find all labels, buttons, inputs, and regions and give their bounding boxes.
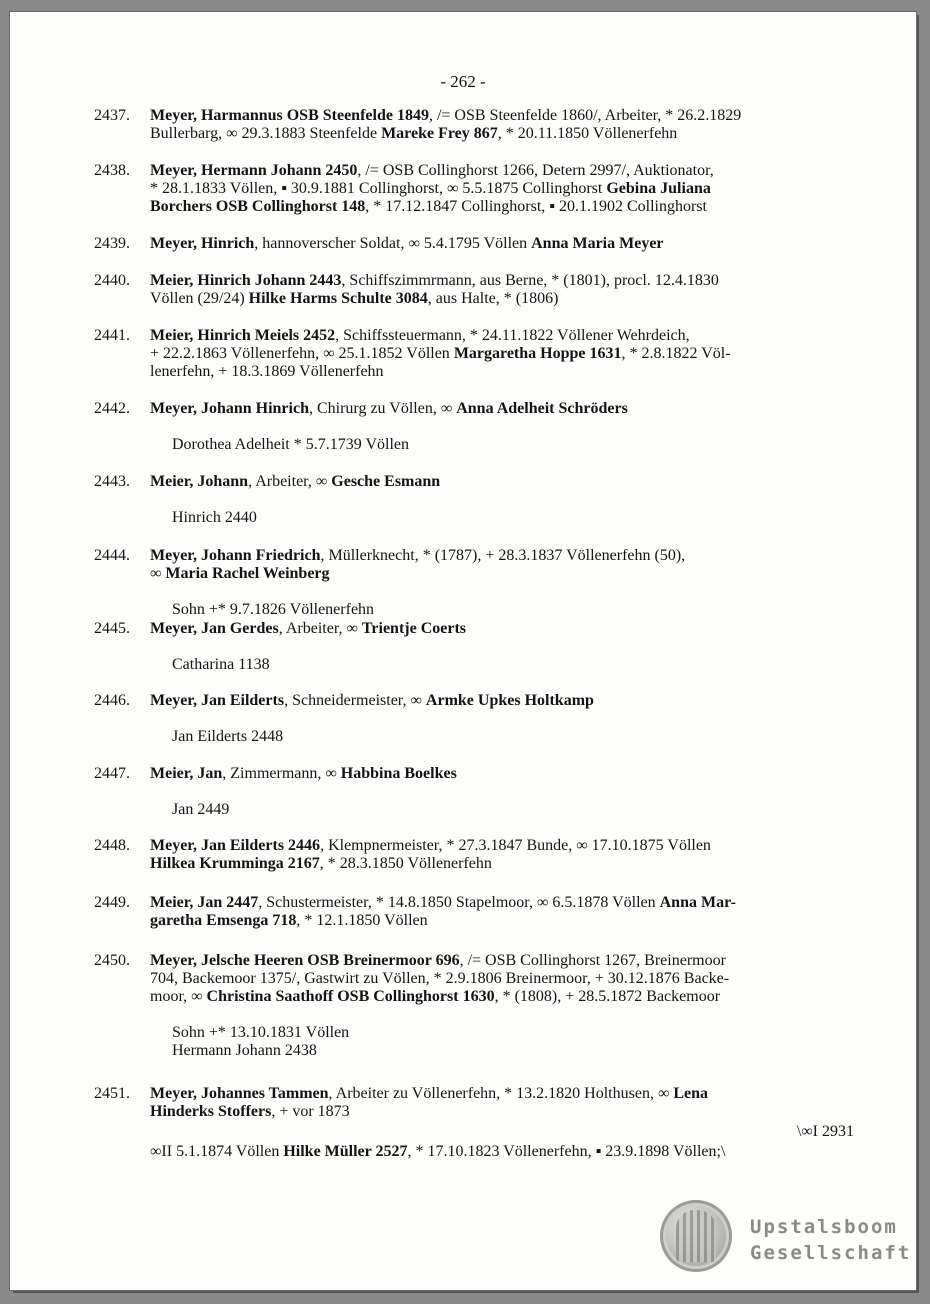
entry-text-line	[150, 1085, 870, 1103]
entry-text-line	[150, 565, 870, 583]
entry-text-line	[150, 912, 870, 930]
entry-text-line	[150, 162, 870, 180]
entry-text-line	[150, 400, 870, 418]
entry-text-segment: , Arbeiter zu Völlenerfehn, * 13.2.1820 Holthusen, ∞	[328, 1085, 674, 1102]
entry-name-bold: Meyer, Jan Eilderts 2446	[150, 837, 321, 854]
entry-text-segment: ∞	[150, 565, 166, 582]
entry-text-line	[150, 988, 870, 1006]
entry-name-bold: Armke Upkes Holtkamp	[425, 692, 594, 709]
entry-name-bold: Christina Saathoff OSB Collinghorst 1630	[206, 988, 495, 1005]
entry-number: 2451.	[94, 1085, 130, 1102]
entry-name-bold: Meyer, Jan Eilderts	[150, 692, 285, 709]
entry-name-bold: Meier, Jan 2447	[150, 894, 259, 911]
entry-name-bold: Meier, Hinrich Meiels 2452	[150, 327, 336, 344]
entry-text-segment: Völlen (29/24)	[150, 290, 249, 307]
entry-text-segment: , Chirurg zu Völlen, ∞	[308, 400, 457, 417]
entry-name-bold: Meyer, Johannes Tammen	[150, 1085, 329, 1102]
entry-text-line	[150, 125, 870, 143]
child-entry: Catharina 1138	[172, 656, 270, 673]
entry-name-bold: Meier, Johann	[150, 473, 249, 490]
entry-number: 2445.	[94, 620, 130, 637]
entry-text-segment: , Arbeiter, ∞	[248, 473, 332, 490]
entry-text-segment: , * 2.8.1822 Völ-	[621, 345, 731, 362]
entry-number: 2440.	[94, 272, 130, 289]
entry-name-bold: Maria Rachel Weinberg	[165, 565, 330, 582]
entry-text-line	[150, 473, 870, 491]
entry-text-line	[150, 327, 870, 345]
entry-name-bold: Hilkea Krumminga 2167	[150, 855, 320, 872]
entry-text-line	[150, 692, 870, 710]
entry-name-bold: Meyer, Jelsche Heeren OSB Breinermoor 696	[150, 952, 460, 969]
entry-text-line	[150, 272, 870, 290]
entry-name-bold: Margaretha Hoppe 1631	[453, 345, 622, 362]
entry-number: 2446.	[94, 692, 130, 709]
entry-text-segment: , hannoverscher Soldat, ∞ 5.4.1795 Völlen	[254, 235, 532, 252]
entry-name-bold: Trientje Coerts	[361, 620, 467, 637]
entry-number: 2449.	[94, 894, 130, 911]
entry-number: 2438.	[94, 162, 130, 179]
entry-text-line	[150, 547, 870, 565]
entry-name-bold: Mareke Frey 867	[381, 125, 498, 142]
entry-name-bold: Hinderks Stoffers	[150, 1103, 272, 1120]
entry-text-segment: , * (1808), + 28.5.1872 Backemoor	[494, 988, 721, 1005]
entry-name-bold: Meyer, Johann Friedrich	[150, 547, 321, 564]
entry-text-segment: 704, Backemoor 1375/, Gastwirt zu Völlen, * 2.9.1806 Breinermoor, + 30.12.1876 Backe-	[150, 970, 730, 987]
child-entry: Jan 2449	[172, 801, 230, 818]
entry-text-segment: , Arbeiter, ∞	[278, 620, 362, 637]
entry-text-segment: moor, ∞	[150, 988, 207, 1005]
entry-text-line	[150, 290, 870, 308]
entry-text-segment: , /= OSB Collinghorst 1266, Detern 2997/, Auktionator,	[357, 162, 714, 179]
entry-text-line	[150, 107, 870, 125]
entry-number: 2439.	[94, 235, 130, 252]
entry-text-line	[150, 855, 870, 873]
entry-text-segment: , * 28.3.1850 Völlenerfehn	[319, 855, 492, 872]
entry-name-bold: Meyer, Jan Gerdes	[150, 620, 279, 637]
entry-text-line	[150, 765, 870, 783]
entry-text-segment: , /= OSB Collinghorst 1267, Breinermoor	[459, 952, 726, 969]
entry-number: 2447.	[94, 765, 130, 782]
entry-text-line	[150, 180, 870, 198]
entry-text-segment: , Zimmermann, ∞	[222, 765, 341, 782]
entry-text-line	[150, 952, 870, 970]
entry-text-segment: lenerfehn, + 18.3.1869 Völlenerfehn	[150, 363, 384, 380]
entry-name-bold: Meyer, Johann Hinrich	[150, 400, 309, 417]
entry-number: 2441.	[94, 327, 130, 344]
entry-text-segment: + 22.2.1863 Völlenerfehn, ∞ 25.1.1852 Völlen	[150, 345, 454, 362]
entry-number: 2443.	[94, 473, 130, 490]
entry-name-bold: Gebina Juliana	[606, 180, 711, 197]
entry-number: 2442.	[94, 400, 130, 417]
entry-text-segment: , aus Halte, * (1806)	[427, 290, 559, 307]
entry-text-segment: , Schustermeister, * 14.8.1850 Stapelmoor, ∞ 6.5.1878 Völlen	[258, 894, 660, 911]
entry-number: 2448.	[94, 837, 130, 854]
child-entry: Hermann Johann 2438	[172, 1042, 317, 1059]
logo-text-line2: Gesellschaft	[750, 1242, 912, 1264]
entry-text-segment: , * 17.10.1823 Völlenerfehn, ▪ 23.9.1898 Völlen;\	[407, 1143, 726, 1160]
entry-text-line	[150, 894, 870, 912]
entry-text-line	[150, 235, 870, 253]
entry-name-bold: Meier, Jan	[150, 765, 223, 782]
entry-name-bold: Anna Mar-	[659, 894, 736, 911]
entry-text-segment: , /= OSB Steenfelde 1860/, Arbeiter, * 26.2.1829	[428, 107, 742, 124]
entry-text-segment: , Schneidermeister, ∞	[284, 692, 426, 709]
child-entry: Hinrich 2440	[172, 509, 257, 526]
entry-text-line	[150, 837, 870, 855]
document-page	[10, 12, 916, 1290]
entry-text-line	[150, 345, 870, 363]
entry-name-bold: Meyer, Hermann Johann 2450	[150, 162, 358, 179]
entry-name-bold: Hilke Müller 2527	[283, 1143, 408, 1160]
entry-name-bold: Lena	[673, 1085, 709, 1102]
entry-text-segment: , + vor 1873	[271, 1103, 350, 1120]
entry-name-bold: Meyer, Hinrich	[150, 235, 255, 252]
entry-name-bold: Borchers OSB Collinghorst 148	[150, 198, 366, 215]
entry-text-segment: , * 17.12.1847 Collinghorst, ▪ 20.1.1902 Collinghorst	[365, 198, 707, 215]
entry-name-bold: Anna Maria Meyer	[531, 235, 664, 252]
entry-text-segment: , Schiffszimmrmann, aus Berne, * (1801), procl. 12.4.1830	[341, 272, 719, 289]
entry-name-bold: garetha Emsenga 718	[150, 912, 297, 929]
entry-text-segment: Bullerbarg, ∞ 29.3.1883 Steenfelde	[150, 125, 382, 142]
entry-name-bold: Habbina Boelkes	[340, 765, 457, 782]
entry-text-segment: , Klempnermeister, * 27.3.1847 Bunde, ∞ 17.10.1875 Völlen	[320, 837, 711, 854]
entry-name-bold: Anna Adelheit Schröders	[456, 400, 628, 417]
entry-text-line	[150, 970, 870, 988]
entry-text-segment: , Müllerknecht, * (1787), + 28.3.1837 Völlenerfehn (50),	[320, 547, 686, 564]
logo-text-line1: Upstalsboom	[750, 1216, 898, 1238]
entry-text-line	[150, 363, 870, 381]
entry-text-segment: , * 20.11.1850 Völlenerfehn	[497, 125, 678, 142]
child-entry: Sohn +* 13.10.1831 Völlen	[172, 1024, 350, 1041]
entry-name-bold: Hilke Harms Schulte 3084	[248, 290, 428, 307]
entry-number: 2437.	[94, 107, 130, 124]
entry-name-bold: Gesche Esmann	[331, 473, 441, 490]
entry-text-line	[150, 620, 870, 638]
child-entry: Jan Eilderts 2448	[172, 728, 284, 745]
entry-text-line	[150, 1103, 870, 1121]
child-entry: Dorothea Adelheit * 5.7.1739 Völlen	[172, 436, 409, 453]
entry-number: 2450.	[94, 952, 130, 969]
child-entry: Sohn +* 9.7.1826 Völlenerfehn	[172, 601, 375, 618]
entry-text-segment: * 28.1.1833 Völlen, ▪ 30.9.1881 Collinghorst, ∞ 5.5.1875 Collinghorst	[150, 180, 607, 197]
page-number: - 262 -	[440, 72, 486, 91]
entry-text-segment: , Schiffssteuermann, * 24.11.1822 Völlener Wehrdeich,	[335, 327, 690, 344]
entry-name-bold: Meier, Hinrich Johann 2443	[150, 272, 342, 289]
second-marriage-line	[150, 1143, 870, 1161]
entry-number: 2444.	[94, 547, 130, 564]
entry-text-segment: ∞II 5.1.1874 Völlen	[150, 1143, 284, 1160]
marriage-note: \∞I 2931	[796, 1123, 854, 1140]
entry-text-line	[150, 198, 870, 216]
entry-name-bold: Meyer, Harmannus OSB Steenfelde 1849	[150, 107, 429, 124]
entry-text-segment: , * 12.1.1850 Völlen	[296, 912, 428, 929]
seal-emblem-icon	[660, 1200, 732, 1272]
